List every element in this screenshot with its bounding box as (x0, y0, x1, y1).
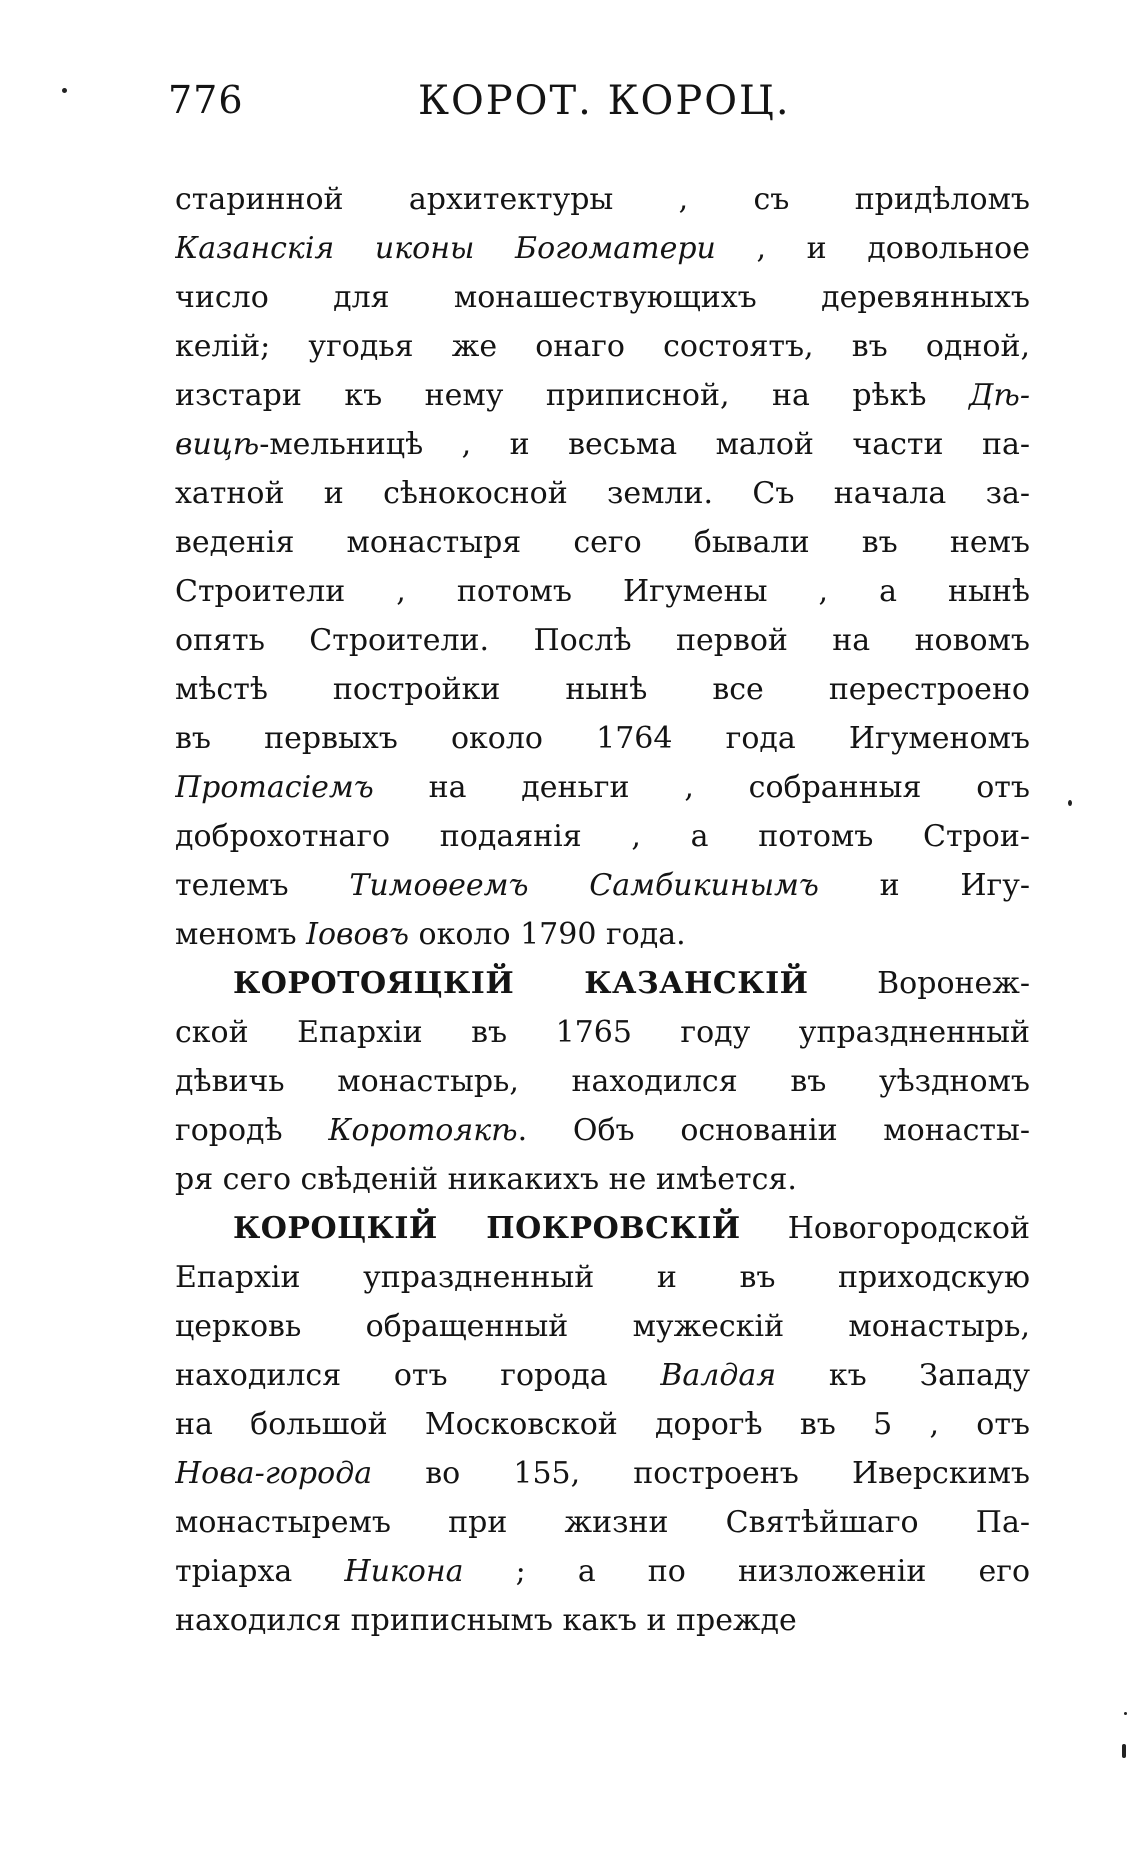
page-number: 776 (168, 78, 244, 122)
text-run: церковь обращенный мужескій монастырь, (175, 1309, 1030, 1344)
text-line (175, 1302, 1030, 1351)
running-head: КОРОТ. КОРОЦ. (418, 78, 791, 124)
text-line (175, 518, 1030, 567)
text-line (175, 1106, 1030, 1155)
text-line (175, 1449, 1030, 1498)
text-line (175, 1155, 1030, 1204)
text-line (175, 861, 1030, 910)
text-run: и Игу- (818, 868, 1030, 903)
text-run: къ Западу (776, 1358, 1030, 1393)
text-line (175, 322, 1030, 371)
text-line (175, 1400, 1030, 1449)
text-run: ря сего свѣденій никакихъ не имѣется. (175, 1162, 797, 1197)
italic-name: Коротоякѣ (328, 1113, 518, 1148)
text-run: изстари къ нему приписной, на рѣкѣ (175, 378, 969, 413)
text-line (175, 910, 1030, 959)
body-text (175, 175, 1030, 1645)
text-run: . Объ основаніи монасты- (517, 1113, 1030, 1148)
italic-name: Дѣ- (969, 378, 1030, 413)
text-line (175, 469, 1030, 518)
italic-name: Казанскія иконы Богоматери (175, 231, 716, 266)
ink-speck (1122, 1744, 1126, 1758)
text-run: во 155, построенъ Иверскимъ (372, 1456, 1030, 1491)
italic-name: Іововъ (306, 917, 409, 952)
text-line (175, 175, 1030, 224)
text-run: дѣвичь монастырь, находился въ уѣздномъ (175, 1064, 1030, 1099)
text-run: тріарха (175, 1554, 345, 1589)
text-line (175, 567, 1030, 616)
entry-headword: КОРОЦКІЙ ПОКРОВСКІЙ (233, 1211, 741, 1246)
text-line (175, 1008, 1030, 1057)
text-run: городѣ (175, 1113, 329, 1148)
text-run: опять Строители. Послѣ первой на новомъ (175, 623, 1030, 658)
text-run: Новогородской (740, 1211, 1030, 1246)
italic-name: Протасіемъ (175, 770, 374, 805)
text-line (175, 273, 1030, 322)
italic-name: Нова-города (175, 1456, 373, 1491)
text-run: мѣстѣ постройки нынѣ все перестроено (175, 672, 1030, 707)
text-line (175, 1351, 1030, 1400)
text-run: келій; угодья же онаго состоятъ, въ одной, (175, 329, 1030, 364)
text-run: ; а по низложеніи его (463, 1554, 1030, 1589)
text-line (175, 1057, 1030, 1106)
text-line (175, 1253, 1030, 1302)
text-line (175, 1204, 1030, 1253)
text-run: около 1790 года. (409, 917, 686, 952)
text-run: находился отъ города (175, 1358, 661, 1393)
text-run: меномъ (175, 917, 307, 952)
text-run: ской Епархіи въ 1765 году упраздненный (175, 1015, 1030, 1050)
text-run: Епархіи упраздненный и въ приходскую (175, 1260, 1030, 1295)
text-line (175, 812, 1030, 861)
entry-headword: КОРОТОЯЦКІЙ КАЗАНСКІЙ (233, 966, 809, 1001)
text-run: хатной и сѣнокосной земли. Съ начала за- (175, 476, 1030, 511)
text-run: число для монашествующихъ деревянныхъ (175, 280, 1030, 315)
text-run: Воронеж- (808, 966, 1030, 1001)
text-run: -мельницѣ , и весьма малой части па- (259, 427, 1030, 462)
ink-speck (1068, 800, 1072, 806)
page-header (168, 78, 1058, 142)
text-run: доброхотнаго подаянія , а потомъ Строи- (175, 819, 1030, 854)
text-run: на большой Московской дорогѣ въ 5 , отъ (175, 1407, 1030, 1442)
text-line (175, 1498, 1030, 1547)
text-run: , и довольное (715, 231, 1030, 266)
italic-name: Тимоѳеемъ Самбикинымъ (349, 868, 819, 903)
text-run: въ первыхъ около 1764 года Игуменомъ (175, 721, 1030, 756)
text-line (175, 224, 1030, 273)
text-line (175, 616, 1030, 665)
ink-speck (62, 88, 67, 93)
text-line (175, 665, 1030, 714)
italic-name: вицѣ (175, 427, 260, 462)
text-line (175, 371, 1030, 420)
text-line (175, 1596, 1030, 1645)
text-run: на деньги , собранныя отъ (373, 770, 1030, 805)
text-run: находился приписнымъ какъ и прежде (175, 1603, 797, 1638)
text-line (175, 420, 1030, 469)
text-run: Строители , потомъ Игумены , а нынѣ (175, 574, 1030, 609)
text-run: телемъ (175, 868, 350, 903)
text-line (175, 763, 1030, 812)
italic-name: Валдая (660, 1358, 777, 1393)
text-line (175, 959, 1030, 1008)
text-line (175, 714, 1030, 763)
text-run: веденія монастыря сего бывали въ немъ (175, 525, 1030, 560)
text-line (175, 1547, 1030, 1596)
italic-name: Никона (344, 1554, 464, 1589)
text-run: старинной архитектуры , съ придѣломъ (175, 182, 1030, 217)
text-run: монастыремъ при жизни Святѣйшаго Па- (175, 1505, 1030, 1540)
ink-speck (1124, 1712, 1127, 1715)
